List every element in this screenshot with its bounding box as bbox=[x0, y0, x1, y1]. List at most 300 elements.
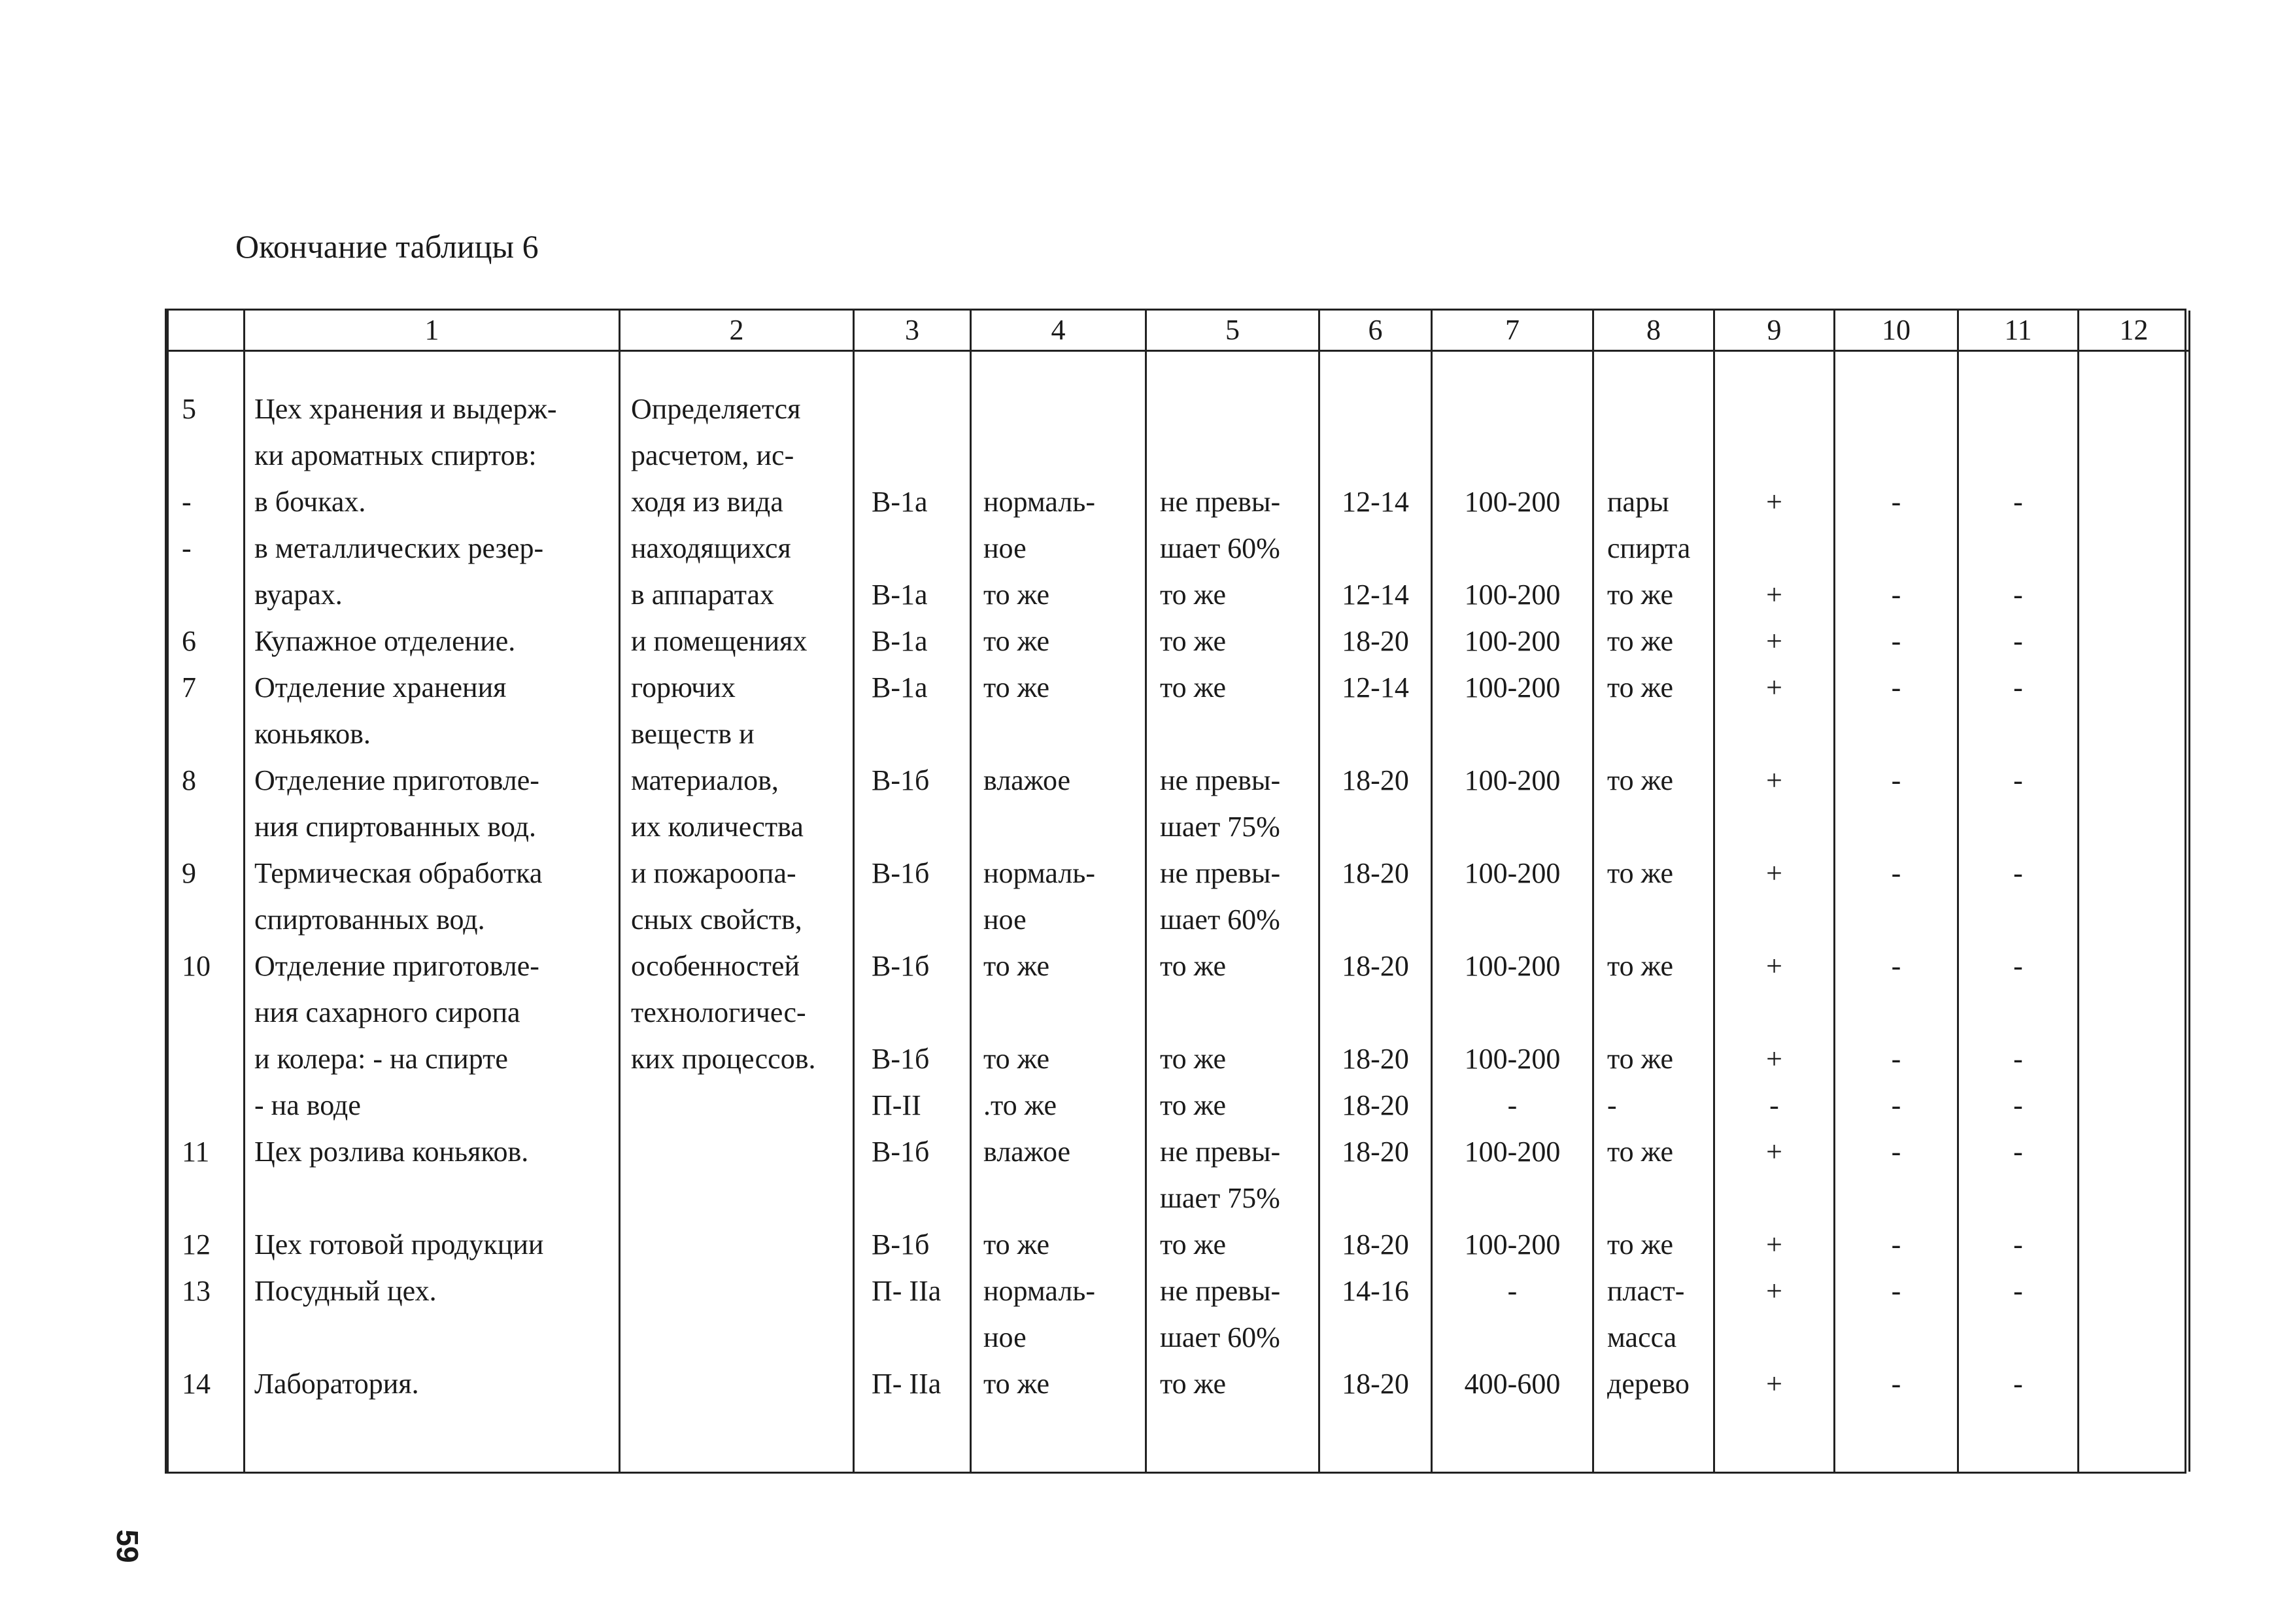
cell-line bbox=[2079, 664, 2188, 711]
cell-line: не превы- bbox=[1160, 486, 1281, 518]
cell-line bbox=[1433, 711, 1592, 757]
cell-line: 12-14 bbox=[1342, 579, 1409, 611]
table-body-row bbox=[168, 351, 2190, 1472]
cell-line bbox=[972, 386, 1145, 432]
cell-line: пары bbox=[1607, 486, 1669, 518]
cell-line: 100-200 bbox=[1464, 486, 1561, 518]
cell-line: влажое bbox=[983, 1136, 1071, 1168]
cell-line: 18-20 bbox=[1342, 625, 1409, 657]
cell-line bbox=[855, 804, 970, 850]
cell-line: то же bbox=[1607, 579, 1673, 611]
cell-line bbox=[855, 386, 970, 432]
cell-line: ное bbox=[983, 1321, 1027, 1353]
cell-line: + bbox=[1766, 1275, 1782, 1307]
cell-line: 12-14 bbox=[1342, 671, 1409, 703]
cell-line bbox=[1594, 896, 1713, 943]
cell-line: Отделение хранения bbox=[254, 671, 507, 703]
cell-line bbox=[972, 989, 1145, 1036]
header-cell-3: 3 bbox=[854, 311, 971, 351]
cell-line: ходя из вида bbox=[631, 486, 783, 518]
cell-line: масса bbox=[1607, 1321, 1677, 1353]
cell-line: - bbox=[1891, 1043, 1901, 1075]
cell-line bbox=[1147, 386, 1318, 432]
cell-line bbox=[169, 804, 243, 850]
cell-line: спиртованных вод. bbox=[254, 904, 485, 936]
header-cell-0 bbox=[168, 311, 245, 351]
cell-line bbox=[1715, 432, 1833, 479]
cell-line: то же bbox=[1160, 1043, 1226, 1075]
cell-line bbox=[169, 896, 243, 943]
cell-line: - bbox=[1507, 1089, 1518, 1121]
column-11 bbox=[1958, 351, 2079, 1472]
cell-line: - bbox=[1891, 579, 1901, 611]
cell-line: - bbox=[1891, 1136, 1901, 1168]
cell-line: - bbox=[2013, 1136, 2023, 1168]
cell-line bbox=[620, 1082, 853, 1128]
cell-line bbox=[2079, 386, 2188, 432]
cell-line: - bbox=[1607, 1089, 1617, 1121]
cell-line bbox=[1959, 432, 2077, 479]
cell-line: шает 60% bbox=[1160, 532, 1280, 564]
cell-line: Лаборатория. bbox=[254, 1368, 419, 1400]
cell-line bbox=[1320, 386, 1431, 432]
cell-line: в металлических резер- bbox=[254, 532, 544, 564]
cell-line: 100-200 bbox=[1464, 857, 1561, 889]
column-environment bbox=[971, 351, 1146, 1472]
cell-line bbox=[1959, 989, 2077, 1036]
cell-line bbox=[1959, 896, 2077, 943]
cell-line: горючих bbox=[631, 671, 736, 703]
cell-line bbox=[1433, 1175, 1592, 1221]
cell-line: - bbox=[1891, 1275, 1901, 1307]
cell-line: + bbox=[1766, 625, 1782, 657]
cell-line: то же bbox=[1607, 764, 1673, 796]
cell-line: то же bbox=[1160, 1228, 1226, 1260]
cell-line: то же bbox=[1607, 1043, 1673, 1075]
cell-line bbox=[2079, 989, 2188, 1036]
cell-line: - bbox=[2013, 1043, 2023, 1075]
cell-line bbox=[1835, 989, 1957, 1036]
cell-line bbox=[1959, 1314, 2077, 1361]
cell-line bbox=[1715, 1314, 1833, 1361]
cell-line bbox=[2079, 1175, 2188, 1221]
cell-line: + bbox=[1766, 486, 1782, 518]
cell-line bbox=[1959, 1175, 2077, 1221]
cell-line: + bbox=[1766, 1228, 1782, 1260]
cell-line: веществ и bbox=[631, 718, 755, 750]
cell-line bbox=[1715, 989, 1833, 1036]
cell-line: ких процессов. bbox=[631, 1043, 816, 1075]
cell-line: 10 bbox=[182, 950, 211, 982]
cell-line: то же bbox=[983, 625, 1049, 657]
header-cell-8: 8 bbox=[1593, 311, 1714, 351]
cell-line bbox=[1715, 1175, 1833, 1221]
cell-line: - bbox=[1891, 1368, 1901, 1400]
cell-line bbox=[2079, 711, 2188, 757]
header-cell-5: 5 bbox=[1146, 311, 1319, 351]
cell-line bbox=[1147, 432, 1318, 479]
cell-line bbox=[1835, 804, 1957, 850]
cell-line bbox=[1320, 896, 1431, 943]
cell-line: шает 60% bbox=[1160, 1321, 1280, 1353]
cell-line bbox=[245, 1175, 619, 1221]
cell-line bbox=[1320, 1175, 1431, 1221]
cell-line: В-1б bbox=[872, 950, 930, 982]
cell-line bbox=[1320, 989, 1431, 1036]
cell-line: то же bbox=[1160, 950, 1226, 982]
cell-line bbox=[1594, 989, 1713, 1036]
cell-line bbox=[1147, 711, 1318, 757]
header-cell-6: 6 bbox=[1319, 311, 1432, 351]
cell-line bbox=[169, 1082, 243, 1128]
cell-line: нормаль- bbox=[983, 857, 1096, 889]
cell-line bbox=[855, 525, 970, 571]
cell-line: пласт- bbox=[1607, 1275, 1685, 1307]
cell-line: ки ароматных спиртов: bbox=[254, 439, 537, 471]
cell-line bbox=[1715, 804, 1833, 850]
cell-line: Отделение приготовле- bbox=[254, 950, 539, 982]
cell-line bbox=[169, 1314, 243, 1361]
cell-line bbox=[1433, 525, 1592, 571]
cell-line: материалов, bbox=[631, 764, 779, 796]
cell-line: Цех готовой продукции bbox=[254, 1228, 544, 1260]
cell-line: В-1б bbox=[872, 1228, 930, 1260]
cell-line: - bbox=[2013, 857, 2023, 889]
cell-line bbox=[1835, 896, 1957, 943]
cell-line: - bbox=[182, 532, 192, 564]
cell-line: 100-200 bbox=[1464, 671, 1561, 703]
cell-line bbox=[855, 1314, 970, 1361]
column-premises bbox=[245, 351, 620, 1472]
cell-line: то же bbox=[983, 671, 1049, 703]
cell-line bbox=[2079, 804, 2188, 850]
cell-line: - bbox=[1507, 1275, 1518, 1307]
cell-line bbox=[1835, 386, 1957, 432]
cell-line bbox=[2079, 618, 2188, 664]
cell-line: 18-20 bbox=[1342, 1089, 1409, 1121]
cell-line bbox=[2079, 1314, 2188, 1361]
column-humidity bbox=[1146, 351, 1319, 1472]
cell-line: 18-20 bbox=[1342, 1368, 1409, 1400]
cell-line bbox=[1715, 386, 1833, 432]
cell-line bbox=[169, 1036, 243, 1082]
cell-line bbox=[169, 432, 243, 479]
cell-line: Цех розлива коньяков. bbox=[254, 1136, 529, 1168]
cell-line: 18-20 bbox=[1342, 1043, 1409, 1075]
cell-line bbox=[2079, 757, 2188, 804]
cell-line: в бочках. bbox=[254, 486, 366, 518]
cell-line: 14-16 bbox=[1342, 1275, 1409, 1307]
cell-line bbox=[972, 804, 1145, 850]
cell-line bbox=[2079, 571, 2188, 618]
cell-line: - bbox=[1891, 1228, 1901, 1260]
header-cell-9: 9 bbox=[1714, 311, 1835, 351]
cell-line: 9 bbox=[182, 857, 196, 889]
cell-line: находящихся bbox=[631, 532, 791, 564]
cell-line: то же bbox=[1160, 579, 1226, 611]
fire-safety-table bbox=[165, 309, 2186, 1474]
cell-line bbox=[1835, 525, 1957, 571]
cell-line: - на воде bbox=[254, 1089, 361, 1121]
cell-line bbox=[1959, 386, 2077, 432]
cell-line bbox=[1147, 989, 1318, 1036]
header-cell-10: 10 bbox=[1835, 311, 1958, 351]
cell-line: не превы- bbox=[1160, 1136, 1281, 1168]
cell-line: Цех хранения и выдерж- bbox=[254, 393, 557, 425]
cell-line bbox=[169, 571, 243, 618]
cell-line: + bbox=[1766, 764, 1782, 796]
cell-line: В-1б bbox=[872, 1043, 930, 1075]
cell-line: 11 bbox=[182, 1136, 210, 1168]
cell-line: - bbox=[2013, 625, 2023, 657]
cell-line: - bbox=[2013, 1228, 2023, 1260]
cell-line bbox=[620, 1361, 853, 1407]
cell-line bbox=[972, 711, 1145, 757]
cell-line bbox=[2079, 1268, 2188, 1314]
cell-line: их количества bbox=[631, 811, 804, 843]
cell-line bbox=[620, 1128, 853, 1175]
cell-line: - bbox=[2013, 671, 2023, 703]
cell-line: 100-200 bbox=[1464, 950, 1561, 982]
cell-line: дерево bbox=[1607, 1368, 1690, 1400]
cell-line bbox=[2079, 479, 2188, 525]
column-note bbox=[620, 351, 854, 1472]
cell-line bbox=[1433, 989, 1592, 1036]
cell-line: 100-200 bbox=[1464, 625, 1561, 657]
cell-line: то же bbox=[983, 950, 1049, 982]
cell-line: 12-14 bbox=[1342, 486, 1409, 518]
cell-line bbox=[1594, 1175, 1713, 1221]
cell-line bbox=[1433, 896, 1592, 943]
cell-line: и пожароопа- bbox=[631, 857, 796, 889]
cell-line: П- IIа bbox=[872, 1275, 942, 1307]
cell-line: то же bbox=[983, 1368, 1049, 1400]
cell-line: П-II bbox=[872, 1089, 921, 1121]
cell-line bbox=[620, 1314, 853, 1361]
cell-line: 18-20 bbox=[1342, 1136, 1409, 1168]
cell-line: то же bbox=[1607, 625, 1673, 657]
cell-line: нормаль- bbox=[983, 486, 1096, 518]
cell-line: то же bbox=[1160, 625, 1226, 657]
cell-line bbox=[2079, 1082, 2188, 1128]
cell-line bbox=[620, 1175, 853, 1221]
cell-line bbox=[169, 1175, 243, 1221]
header-cell-2: 2 bbox=[620, 311, 854, 351]
column-lighting bbox=[1432, 351, 1593, 1472]
cell-line: и помещениях bbox=[631, 625, 808, 657]
cell-line bbox=[855, 711, 970, 757]
cell-line bbox=[1959, 711, 2077, 757]
cell-line bbox=[1594, 711, 1713, 757]
cell-line: + bbox=[1766, 579, 1782, 611]
cell-line: - bbox=[2013, 764, 2023, 796]
cell-line bbox=[1959, 525, 2077, 571]
cell-line: + bbox=[1766, 950, 1782, 982]
cell-line: В-1б bbox=[872, 857, 930, 889]
cell-line: то же bbox=[983, 1228, 1049, 1260]
column-10 bbox=[1835, 351, 1958, 1472]
cell-line: 18-20 bbox=[1342, 1228, 1409, 1260]
cell-line: 100-200 bbox=[1464, 1228, 1561, 1260]
cell-line: шает 75% bbox=[1160, 1182, 1280, 1214]
cell-line: Определяется bbox=[631, 393, 801, 425]
cell-line bbox=[855, 1175, 970, 1221]
cell-line: то же bbox=[1607, 950, 1673, 982]
column-zone-class bbox=[854, 351, 971, 1472]
cell-line: то же bbox=[1160, 671, 1226, 703]
header-cell-11: 11 bbox=[1958, 311, 2079, 351]
cell-line bbox=[2079, 943, 2188, 989]
cell-line: не превы- bbox=[1160, 764, 1281, 796]
cell-line: то же bbox=[983, 1043, 1049, 1075]
cell-line: вуарах. bbox=[254, 579, 343, 611]
header-cell-12: 12 bbox=[2079, 311, 2190, 351]
cell-line: то же bbox=[1607, 1228, 1673, 1260]
cell-line bbox=[1835, 711, 1957, 757]
cell-line: ния сахарного сиропа bbox=[254, 996, 520, 1028]
cell-line: - bbox=[2013, 950, 2023, 982]
cell-line: - bbox=[1891, 625, 1901, 657]
cell-line bbox=[1835, 1175, 1957, 1221]
cell-line bbox=[2079, 432, 2188, 479]
cell-line: то же bbox=[1607, 671, 1673, 703]
cell-line: 13 bbox=[182, 1275, 211, 1307]
cell-line bbox=[2079, 1221, 2188, 1268]
cell-line: 100-200 bbox=[1464, 1136, 1561, 1168]
cell-line: нормаль- bbox=[983, 1275, 1096, 1307]
cell-line: 400-600 bbox=[1464, 1368, 1561, 1400]
cell-line: не превы- bbox=[1160, 857, 1281, 889]
cell-line: 12 bbox=[182, 1228, 211, 1260]
cell-line bbox=[620, 1221, 853, 1268]
cell-line: - bbox=[1891, 764, 1901, 796]
cell-line: в аппаратах bbox=[631, 579, 775, 611]
cell-line: - bbox=[1891, 1089, 1901, 1121]
cell-line: шает 75% bbox=[1160, 811, 1280, 843]
cell-line: В-1а bbox=[872, 625, 928, 657]
cell-line bbox=[245, 1314, 619, 1361]
cell-line bbox=[1594, 804, 1713, 850]
cell-line bbox=[1433, 432, 1592, 479]
cell-line: 6 bbox=[182, 625, 196, 657]
cell-line bbox=[855, 432, 970, 479]
header-cell-7: 7 bbox=[1432, 311, 1593, 351]
cell-line: особенностей bbox=[631, 950, 800, 982]
cell-line: + bbox=[1766, 1043, 1782, 1075]
cell-line: В-1б bbox=[872, 1136, 930, 1168]
cell-line bbox=[2079, 525, 2188, 571]
cell-line bbox=[1835, 432, 1957, 479]
cell-line bbox=[1594, 432, 1713, 479]
cell-line: - bbox=[1891, 950, 1901, 982]
cell-line: технологичес- bbox=[631, 996, 806, 1028]
cell-line bbox=[855, 896, 970, 943]
cell-line bbox=[972, 432, 1145, 479]
column-substance bbox=[1593, 351, 1714, 1472]
cell-line bbox=[1320, 1314, 1431, 1361]
header-row bbox=[168, 311, 2190, 351]
cell-line: + bbox=[1766, 671, 1782, 703]
cell-line: 100-200 bbox=[1464, 579, 1561, 611]
cell-line bbox=[1715, 711, 1833, 757]
cell-line: 100-200 bbox=[1464, 1043, 1561, 1075]
cell-line: - bbox=[1891, 857, 1901, 889]
cell-line: + bbox=[1766, 857, 1782, 889]
cell-line: и колера: - на спирте bbox=[254, 1043, 508, 1075]
cell-line: - bbox=[182, 486, 192, 518]
cell-line bbox=[2079, 1128, 2188, 1175]
cell-line bbox=[1320, 525, 1431, 571]
column-12 bbox=[2079, 351, 2190, 1472]
cell-line: Посудный цех. bbox=[254, 1275, 437, 1307]
cell-line bbox=[1835, 1314, 1957, 1361]
page-number: 59 bbox=[110, 1529, 144, 1563]
cell-line: .то же bbox=[983, 1089, 1057, 1121]
cell-line: 18-20 bbox=[1342, 857, 1409, 889]
cell-line: ное bbox=[983, 904, 1027, 936]
cell-line bbox=[1433, 804, 1592, 850]
column-temperature bbox=[1319, 351, 1432, 1472]
cell-line bbox=[1594, 386, 1713, 432]
cell-line bbox=[620, 1268, 853, 1314]
cell-line bbox=[1320, 804, 1431, 850]
cell-line: - bbox=[2013, 486, 2023, 518]
cell-line: - bbox=[1769, 1089, 1779, 1121]
cell-line: - bbox=[2013, 1275, 2023, 1307]
cell-line: расчетом, ис- bbox=[631, 439, 794, 471]
cell-line: 100-200 bbox=[1464, 764, 1561, 796]
cell-line: ния спиртованных вод. bbox=[254, 811, 536, 843]
cell-line bbox=[169, 711, 243, 757]
cell-line: то же bbox=[1607, 1136, 1673, 1168]
cell-line: Отделение приготовле- bbox=[254, 764, 539, 796]
cell-line bbox=[1715, 525, 1833, 571]
cell-line: - bbox=[1891, 486, 1901, 518]
cell-line: + bbox=[1766, 1136, 1782, 1168]
cell-line: 7 bbox=[182, 671, 196, 703]
cell-line: 18-20 bbox=[1342, 764, 1409, 796]
cell-line: то же bbox=[983, 579, 1049, 611]
cell-line: В-1б bbox=[872, 764, 930, 796]
cell-line: то же bbox=[1607, 857, 1673, 889]
table-caption: Окончание таблицы 6 bbox=[235, 228, 539, 265]
cell-line: ное bbox=[983, 532, 1027, 564]
cell-line: то же bbox=[1160, 1368, 1226, 1400]
cell-line bbox=[1320, 432, 1431, 479]
cell-line bbox=[1433, 1314, 1592, 1361]
cell-line bbox=[972, 1175, 1145, 1221]
cell-line: коньяков. bbox=[254, 718, 371, 750]
cell-line: 8 bbox=[182, 764, 196, 796]
cell-line bbox=[2079, 1361, 2188, 1407]
cell-line: В-1а bbox=[872, 671, 928, 703]
cell-line bbox=[1715, 896, 1833, 943]
cell-line: - bbox=[2013, 579, 2023, 611]
cell-line: Купажное отделение. bbox=[254, 625, 516, 657]
cell-line bbox=[1433, 386, 1592, 432]
cell-line bbox=[1320, 711, 1431, 757]
cell-line: спирта bbox=[1607, 532, 1691, 564]
column-9 bbox=[1714, 351, 1835, 1472]
cell-line: В-1а bbox=[872, 486, 928, 518]
cell-line: шает 60% bbox=[1160, 904, 1280, 936]
header-cell-1: 1 bbox=[245, 311, 620, 351]
column-row-number bbox=[168, 351, 245, 1472]
cell-line: Термическая обработка bbox=[254, 857, 543, 889]
cell-line: влажое bbox=[983, 764, 1071, 796]
cell-line: 14 bbox=[182, 1368, 211, 1400]
cell-line: + bbox=[1766, 1368, 1782, 1400]
